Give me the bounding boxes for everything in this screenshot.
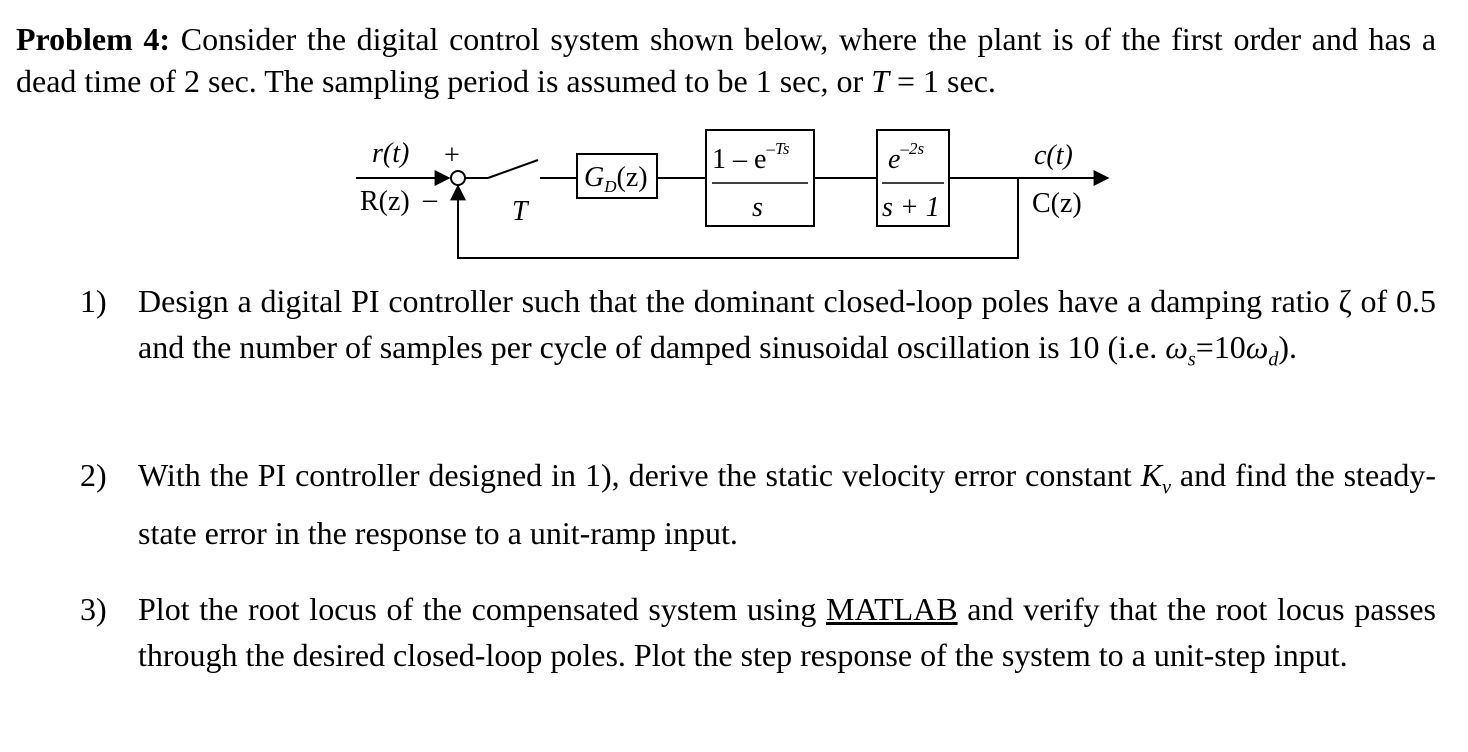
- summing-junction: [451, 171, 465, 185]
- question-number: 3): [80, 591, 107, 627]
- plus-sign: +: [444, 140, 460, 171]
- question-number: 1): [80, 283, 107, 319]
- question-text: With the PI controller designed in 1), derive the static velocity error constant $K_v$ and find the steady-state error in the response to a unit-ramp input.: [138, 457, 1437, 552]
- question-text: Design a digital PI controller such that the dominant closed-loop poles have a damping ratio ζ of 0.5 and the number of samples per cycle of damped sinusoidal oscillation is 10 (i.e. $\omega_s=10\omega_d$).: [138, 283, 1436, 371]
- output-time-label: c(t): [1034, 140, 1073, 171]
- question-1: [80, 278, 1436, 382]
- input-z-label: R(z): [360, 186, 410, 217]
- sampler-label: T: [512, 196, 528, 227]
- plant-numerator: $e^{-2s}$: [888, 139, 925, 175]
- question-3: [80, 586, 1436, 678]
- question-text: Plot the root locus of the compensated system using MATLAB and verify that the root locus passes through the desired closed-loop poles. Plot the step response of the system to a unit-step input.: [138, 591, 1437, 673]
- matlab-link[interactable]: MATLAB: [826, 591, 958, 627]
- sampling-period-value: = 1 sec.: [889, 63, 996, 99]
- question-number: 2): [80, 457, 107, 493]
- block-diagram: [0, 120, 1468, 270]
- minus-sign: –: [423, 184, 437, 215]
- problem-statement: [16, 18, 1436, 102]
- output-z-label: C(z): [1032, 188, 1082, 219]
- zoh-numerator: $1 - e^{-Ts}$: [712, 139, 790, 175]
- plant-denominator: s + 1: [882, 192, 940, 223]
- input-time-label: r(t): [372, 138, 410, 169]
- zoh-denominator: s: [752, 192, 763, 223]
- sampler-switch: [488, 160, 538, 178]
- sampling-period-symbol: T: [871, 63, 889, 99]
- problem-heading: Problem 4:: [16, 21, 171, 57]
- problem-text: Consider the digital control system shown below, where the plant is of the first order and has a dead time of 2 sec. The sampling period is assumed to be 1 sec, or: [16, 21, 1437, 99]
- controller-label: $G_D(z)$: [584, 162, 648, 196]
- question-2: [80, 452, 1436, 556]
